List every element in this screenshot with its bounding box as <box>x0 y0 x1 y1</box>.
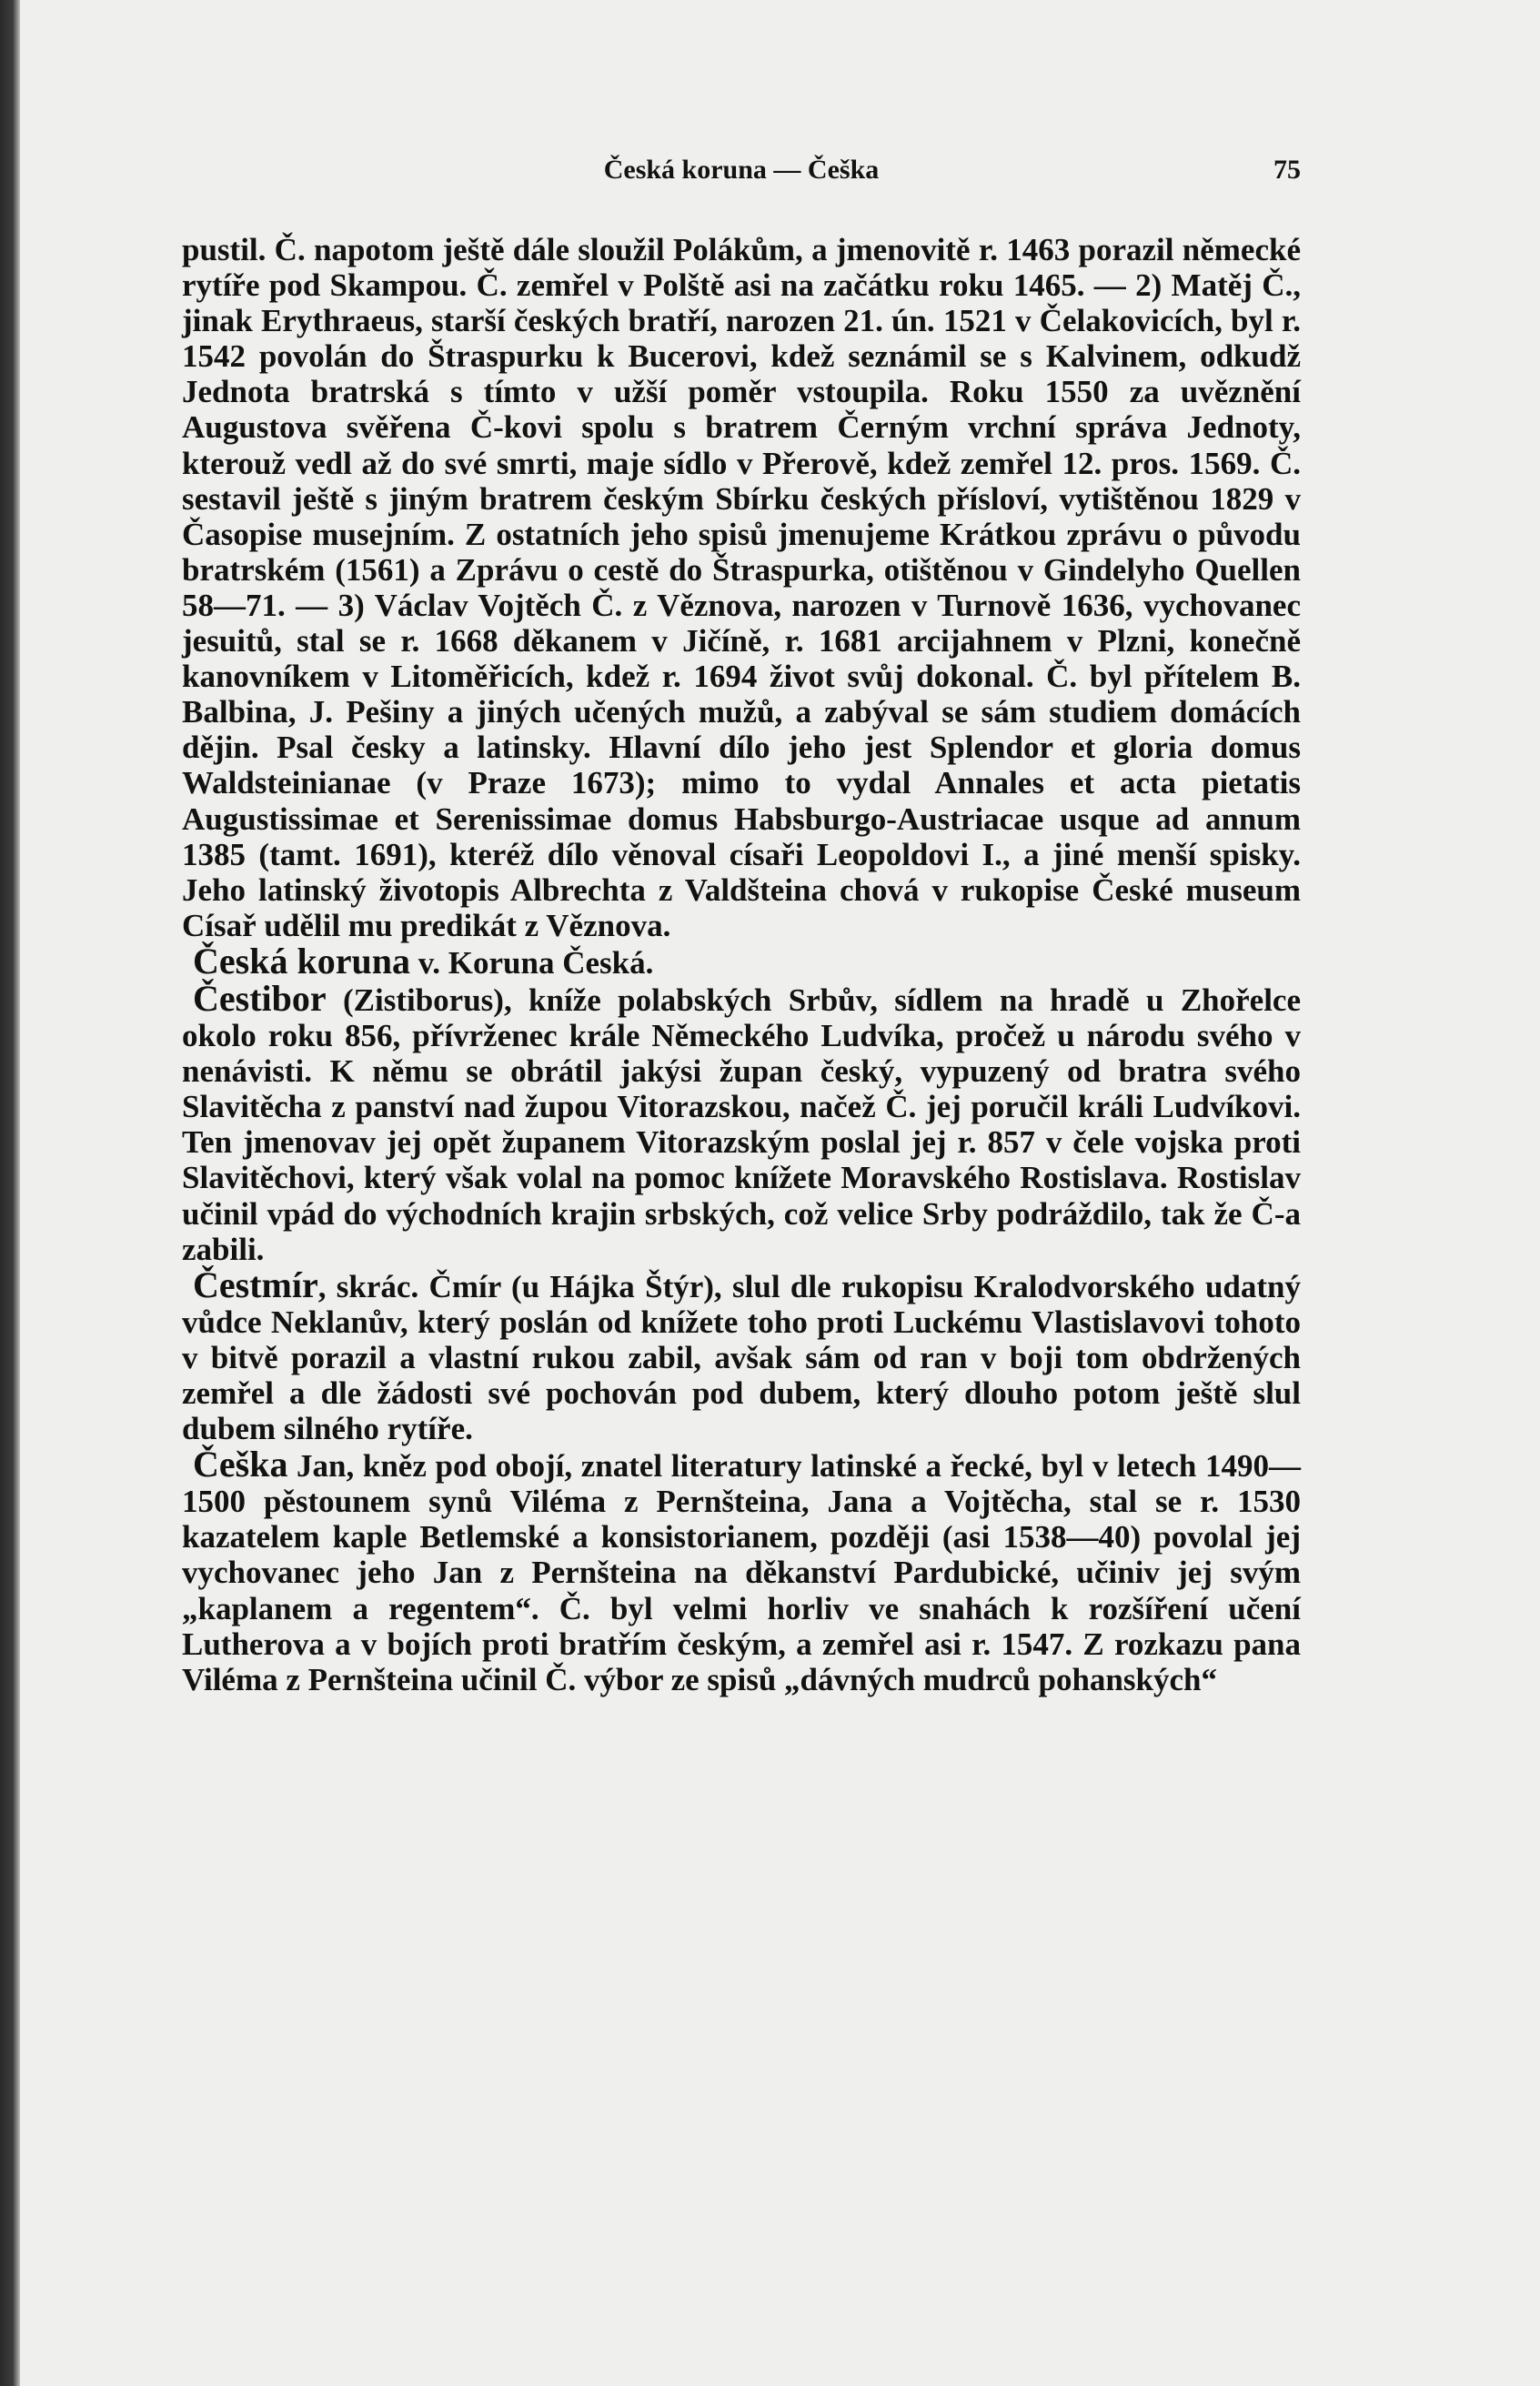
paragraph-text: Jan, kněz pod obojí, znatel literatury latinské a řecké, byl v letech 1490—1500 pěstounem synů Viléma z Pernšteina, Jana a Vojtěcha, stal se r. 1530 kazatelem kaple Betlemské a konsistorianem, později (asi 1538—40) povolal jej vychovanec jeho Jan z Pernšteina na děkanství Pardubické, učiniv jej svým „kaplanem a regentem“. Č. byl velmi horliv ve snahách k rozšíření učení Lutherova a v bojích proti bratřím českým, a zemřel asi r. 1547. Z rozkazu pana Viléma z Pernšteina učinil Č. výbor ze spisů „dávných mudrců pohanských“ <box>182 1448 1301 1697</box>
entry-cestmir <box>182 1263 1301 1447</box>
page-header <box>182 155 1301 200</box>
body-text <box>182 232 1301 1697</box>
headword: Češka <box>193 1444 288 1485</box>
paragraph-text: pustil. Č. napotom ještě dále sloužil Polákům, a jmenovitě r. 1463 porazil německé rytíře pod Skampou. Č. zemřel v Polště asi na začátku roku 1465. — 2) Matěj Č., jinak Erythraeus, starší českých bratří, narozen 21. ún. 1521 v Čelakovicích, byl r. 1542 povolán do Štraspurku k Bucerovi, kdež seznámil se s Kalvinem, odkudž Jednota bratrská s tímto v užší poměr vstoupila. Roku 1550 za uvěznění Augustova svěřena Č-kovi spolu s bratrem Černým vrchní správa Jednoty, kterouž vedl až do své smrti, maje sídlo v Přerově, kdež zemřel 12. pros. 1569. Č. sestavil ještě s jiným bratrem českým Sbírku českých přísloví, vytištěnou 1829 v Časopise musejním. Z ostatních jeho spisů jmenujeme Krátkou zprávu o původu bratrském (1561) a Zprávu o cestě do Štraspurka, otištěnou v Gindelyho Quellen 58—71. — 3) Václav Vojtěch Č. z Věznova, narozen v Turnově 1636, vychovanec jesuitů, stal se r. 1668 děkanem v Jičíně, r. 1681 arcijahnem v Plzni, konečně kanovníkem v Litoměřicích, kdež r. 1694 život svůj dokonal. Č. byl přítelem B. Balbina, J. Pešiny a jiných učených mužů, a zabýval se sám studiem domácích dějin. Psal česky a latinsky. Hlavní dílo jeho jest Splendor et gloria domus Waldsteinianae (v Praze 1673); mimo to vydal Annales et acta pietatis Augustissimae et Serenissimae domus Habsburgo-Austriacae usque ad annum 1385 (tamt. 1691), kteréž dílo věnoval císaři Leopoldovi I., a jiné menší spisky. Jeho latinský životopis Albrechta z Valdšteina chová v rukopise České museum Císař udělil mu predikát z Věznova. <box>182 232 1301 943</box>
page-number: 75 <box>1273 155 1301 185</box>
entry-ceska <box>182 1446 1301 1697</box>
headword: Čestibor <box>193 977 327 1019</box>
paragraph-text: (Zistiborus), kníže polabských Srbův, sídlem na hradě u Zhořelce okolo roku 856, přívrženec krále Německého Ludvíka, pročež u národu svého v nenávisti. K němu se obrátil jakýsi župan český, vypuzený od bratra svého Slavitěcha z panství nad župou Vitorazskou, načež Č. jej poručil králi Ludvíkovi. Ten jmenovav jej opět županem Vitorazským poslal jej r. 857 v čele vojska proti Slavitěchovi, který však volal na pomoc knížete Moravského Rostislava. Rostislav učinil vpád do východních krajin srbských, což velice Srby podráždilo, tak že Č-a zabili. <box>182 982 1301 1267</box>
running-title: Česká koruna — Češka <box>603 155 880 185</box>
paragraph-text: v. Koruna Česká. <box>409 944 654 981</box>
paragraph-text: , skrác. Čmír (u Hájka Štýr), slul dle rukopisu Kralodvorského udatný vůdce Neklanův, který poslán od knížete toho proti Luckému Vlastislavovi tohoto v bitvě porazil a vlastní rukou zabil, avšak sám od ran v boji tom obdržených zemřel a dle žádosti své pochován pod dubem, který dlouho potom ještě slul dubem silného rytíře. <box>182 1268 1301 1447</box>
binding-edge <box>0 0 20 2386</box>
paragraph-continuation <box>182 232 1301 943</box>
headword: Česká koruna <box>193 940 410 982</box>
entry-ceska-koruna <box>182 940 1301 982</box>
headword: Čestmír <box>193 1263 318 1305</box>
entry-cestibor <box>182 977 1301 1267</box>
